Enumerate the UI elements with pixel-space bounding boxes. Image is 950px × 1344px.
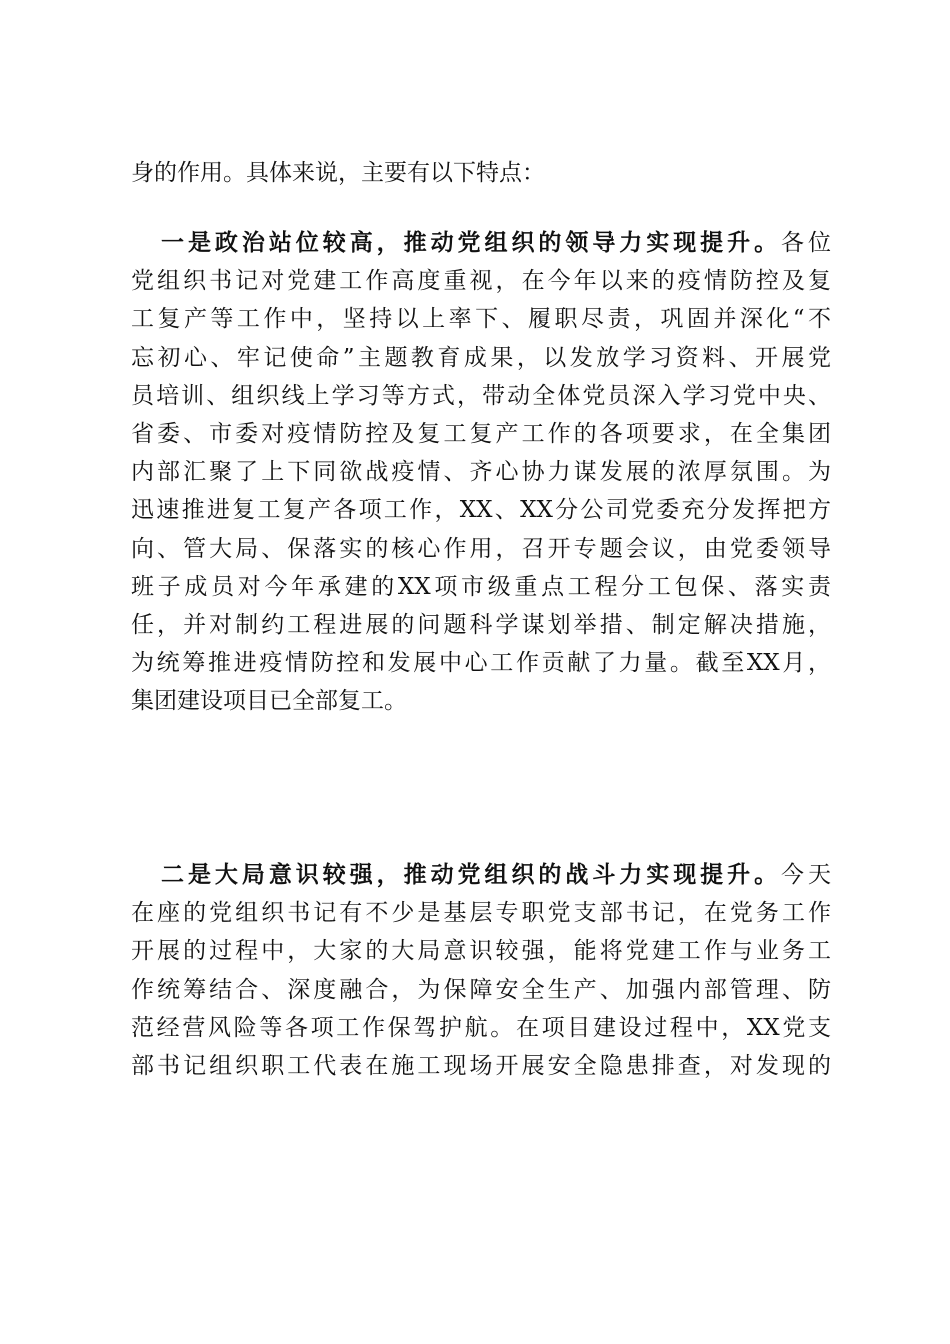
paragraph-line: 在座的党组织书记有不少是基层专职党支部书记，在党务工作 bbox=[131, 900, 831, 927]
paragraph-political-stance bbox=[131, 224, 831, 720]
paragraph-line: 向、管大局、保落实的核心作用，召开专题会议，由党委领导 bbox=[131, 535, 831, 562]
paragraph-line: 省委、市委对疫情防控及复工复产工作的各项要求，在全集团 bbox=[131, 420, 831, 447]
paragraph-line: 开展的过程中，大家的大局意识较强，能将党建工作与业务工 bbox=[131, 938, 831, 965]
paragraph-text: 今天 bbox=[781, 862, 832, 888]
paragraph-line: 党组织书记对党建工作高度重视，在今年以来的疫情防控及复 bbox=[131, 268, 831, 295]
paragraph-overall-awareness bbox=[131, 856, 831, 1085]
paragraph-line: 集团建设项目已全部复工。 bbox=[131, 688, 407, 715]
paragraph-line: 工复产等工作中，坚持以上率下、履职尽责，巩固并深化“不 bbox=[131, 306, 831, 333]
paragraph-first-line bbox=[131, 224, 831, 262]
paragraph-first-line bbox=[131, 856, 831, 894]
paragraph-line: 迅速推进复工复产各项工作，XX、XX分公司党委充分发挥把方 bbox=[131, 497, 831, 524]
paragraph-line: 内部汇聚了上下同欲战疫情、齐心协力谋发展的浓厚氛围。为 bbox=[131, 459, 831, 486]
paragraph-line: 任，并对制约工程进展的问题科学谋划举措、制定解决措施， bbox=[131, 611, 831, 638]
paragraph-line: 范经营风险等各项工作保驾护航。在项目建设过程中，XX党支 bbox=[131, 1014, 831, 1041]
paragraph-line: 为统筹推进疫情防控和发展中心工作贡献了力量。截至XX月， bbox=[131, 650, 831, 677]
paragraph-line: 班子成员对今年承建的XX项市级重点工程分工包保、落实责 bbox=[131, 573, 831, 600]
intro-paragraph bbox=[131, 154, 831, 192]
intro-line: 身的作用。具体来说，主要有以下特点： bbox=[131, 160, 545, 186]
paragraph-line: 部书记组织职工代表在施工现场开展安全隐患排查，对发现的 bbox=[131, 1052, 831, 1079]
paragraph-heading: 一是政治站位较高，推动党组织的领导力实现提升。 bbox=[161, 230, 782, 256]
paragraph-line: 忘初心、牢记使命”主题教育成果，以发放学习资料、开展党 bbox=[131, 344, 831, 371]
paragraph-text: 各位 bbox=[781, 230, 832, 256]
paragraph-line: 员培训、组织线上学习等方式，带动全体党员深入学习党中央、 bbox=[131, 382, 831, 409]
paragraph-heading: 二是大局意识较强，推动党组织的战斗力实现提升。 bbox=[161, 862, 782, 888]
paragraph-line: 作统筹结合、深度融合，为保障安全生产、加强内部管理、防 bbox=[131, 976, 831, 1003]
